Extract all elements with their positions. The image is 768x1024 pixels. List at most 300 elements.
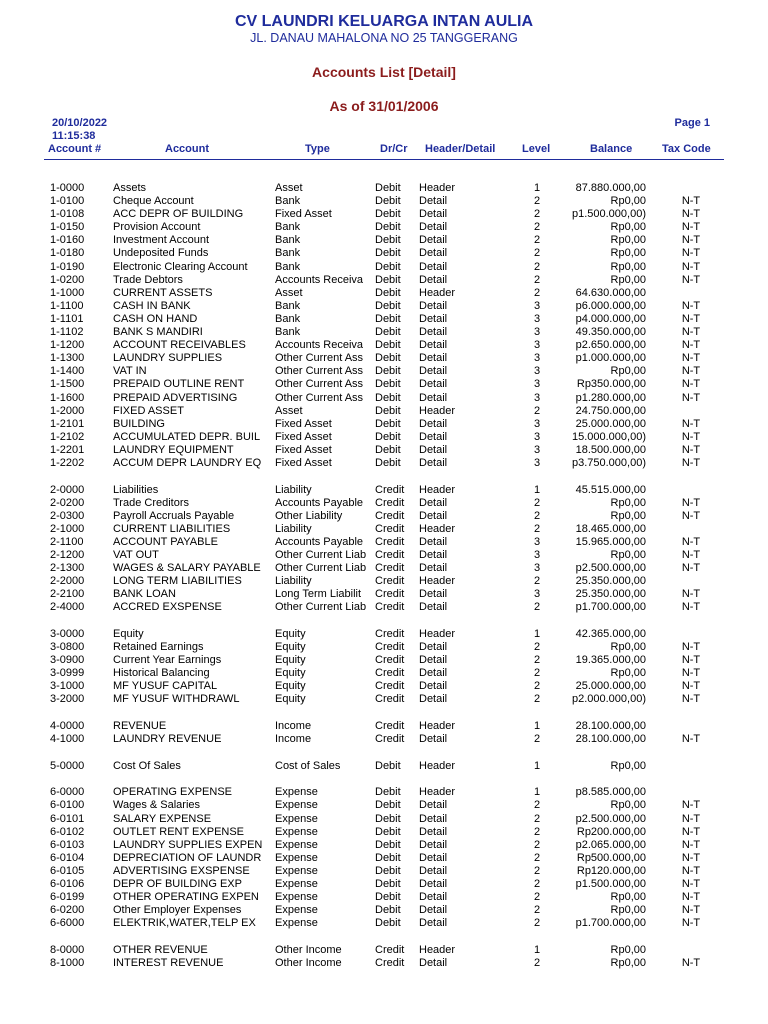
table-row [0,904,768,917]
table-row [0,497,768,510]
table-row [0,182,768,195]
account-type: Equity [275,667,306,680]
table-row [0,957,768,970]
account-name: DEPR OF BUILDING EXP [113,878,242,890]
account-number: 1-2102 [50,430,85,443]
account-number: 6-0000 [50,786,85,799]
account-name: ACCUMULATED DEPR. BUIL [113,430,261,443]
account-number: 1-1300 [50,352,85,365]
account-number: 8-1000 [50,956,85,969]
table-row [0,693,768,706]
account-drcr: Debit [375,430,401,443]
account-balance: Rp200.000,00 [576,825,646,838]
account-header-detail: Detail [419,391,448,404]
table-row [0,313,768,326]
account-tax-code: N-T [681,509,701,522]
table-row [0,405,768,418]
account-name: Payroll Accruals Payable [113,509,235,522]
account-header-detail: Header [419,575,456,588]
account-balance: p1.500.000,00 [575,878,646,890]
account-name: Wages & Salaries [113,799,201,812]
table-row [0,536,768,549]
account-name: CURRENT LIABILITIES [113,522,231,535]
table-row [0,418,768,431]
account-balance: p3.750.000,00) [571,456,646,469]
account-balance: Rp0,00 [610,273,646,286]
account-drcr: Credit [375,943,405,956]
account-number: 3-0900 [50,654,85,667]
account-drcr: Debit [375,352,401,365]
account-balance: p1.000.000,00 [575,352,646,365]
account-balance: p2.065.000,00 [575,838,646,851]
account-balance: 25.000.000,00 [575,680,646,693]
column-drcr: Dr/Cr [380,143,408,155]
account-type: Other Income [275,943,342,956]
account-number: 3-1000 [50,680,85,693]
account-balance: Rp0,00 [610,904,646,917]
account-name: Cheque Account [113,195,194,208]
account-tax-code: N-T [681,667,701,680]
account-type: Equity [275,641,306,654]
account-type: Other Liability [275,509,343,522]
account-number: 2-4000 [50,601,85,614]
account-level: 1 [533,483,541,496]
account-balance: p1.500.000,00) [571,208,646,221]
account-number: 3-2000 [50,693,85,706]
account-type: Fixed Asset [275,456,332,469]
account-header-detail: Header [419,943,456,956]
account-level: 2 [533,799,541,812]
account-tax-code: N-T [681,299,701,312]
account-header-detail: Detail [419,562,448,575]
account-drcr: Credit [375,720,405,733]
account-drcr: Debit [375,825,401,838]
account-number: 1-2000 [50,404,85,417]
table-row [0,878,768,891]
report-as-of-date: As of 31/01/2006 [329,98,439,114]
table-row [0,510,768,523]
account-tax-code: N-T [681,641,701,654]
table-row [0,826,768,839]
account-type: Bank [275,195,301,208]
account-number: 1-0150 [50,221,85,234]
account-tax-code: N-T [681,496,701,509]
account-name: ACCRED EXSPENSE [113,601,222,614]
account-tax-code: N-T [681,352,701,365]
account-balance: Rp0,00 [610,496,646,509]
account-header-detail: Detail [419,339,448,352]
account-name: Provision Account [113,221,201,234]
account-number: 1-2201 [50,443,85,456]
account-tax-code: N-T [681,417,701,430]
account-number: 2-0300 [50,509,85,522]
account-number: 1-1100 [50,299,84,312]
account-balance: Rp0,00 [610,195,646,208]
account-name: VAT OUT [113,549,159,562]
account-header-detail: Header [419,483,456,496]
account-type: Accounts Receiva [275,273,364,286]
account-tax-code: N-T [681,878,701,890]
account-header-detail: Detail [419,221,448,234]
account-header-detail: Detail [419,667,448,680]
account-drcr: Debit [375,904,401,917]
account-type: Long Term Liabilit [275,588,362,601]
account-level: 2 [533,878,541,890]
account-header-detail: Detail [419,641,448,654]
account-tax-code: N-T [681,391,701,404]
account-number: 6-0103 [50,838,85,851]
account-header-detail: Detail [419,825,448,838]
account-number: 1-1102 [50,326,84,339]
account-tax-code: N-T [681,247,701,260]
account-tax-code: N-T [681,680,701,693]
account-type: Other Current Ass [275,391,364,404]
account-balance: 18.500.000,00 [575,443,646,456]
account-header-detail: Detail [419,378,448,391]
account-tax-code: N-T [681,535,701,548]
account-header-detail: Header [419,628,456,640]
account-header-detail: Detail [419,417,448,430]
account-level: 2 [533,838,541,851]
account-drcr: Credit [375,483,405,496]
table-row [0,562,768,575]
account-level: 2 [533,601,541,614]
table-row [0,720,768,733]
column-tax-code: Tax Code [662,143,711,155]
account-tax-code: N-T [681,601,701,614]
account-name: PREPAID OUTLINE RENT [113,378,245,391]
report-title: Accounts List [Detail] [312,64,456,80]
company-address: JL. DANAU MAHALONA NO 25 TANGGERANG [250,31,518,45]
account-header-detail: Detail [419,733,448,746]
account-balance: 45.515.000,00 [575,483,646,496]
column-level: Level [522,143,551,155]
account-number: 1-1500 [50,378,85,391]
account-level: 2 [533,733,541,746]
account-type: Expense [275,786,318,799]
table-row [0,733,768,746]
account-number: 1-0000 [50,182,85,194]
account-header-detail: Detail [419,549,448,562]
account-header-detail: Detail [419,864,448,877]
account-tax-code: N-T [681,864,701,877]
account-header-detail: Detail [419,851,448,864]
account-number: 2-0000 [50,483,85,496]
account-level: 2 [533,812,541,825]
account-tax-code: N-T [681,904,701,917]
account-drcr: Credit [375,601,405,614]
account-header-detail: Detail [419,693,448,706]
account-drcr: Debit [375,851,401,864]
account-number: 1-0108 [50,208,85,221]
table-row [0,760,768,773]
account-header-detail: Detail [419,680,448,693]
account-balance: p8.585.000,00 [575,786,646,799]
account-drcr: Debit [375,312,401,325]
account-balance: 87.880.000,00 [575,182,646,194]
table-row [0,839,768,852]
account-name: LAUNDRY EQUIPMENT [113,443,234,456]
table-row [0,326,768,339]
account-level: 2 [533,693,541,706]
account-balance: Rp0,00 [610,667,646,680]
account-name: Historical Balancing [113,667,210,680]
account-type: Accounts Payable [275,496,364,509]
account-level: 3 [533,417,541,430]
account-header-detail: Detail [419,601,448,614]
account-name: CURRENT ASSETS [113,286,213,299]
account-level: 2 [533,680,541,693]
account-balance: 25.350.000,00 [575,588,646,601]
account-type: Expense [275,864,318,877]
account-tax-code: N-T [681,917,701,930]
account-type: Expense [275,917,318,930]
account-type: Expense [275,799,318,812]
account-balance: 18.465.000,00 [575,522,646,535]
account-drcr: Credit [375,641,405,654]
account-number: 6-0104 [50,851,85,864]
account-header-detail: Detail [419,904,448,917]
account-balance: Rp0,00 [610,549,646,562]
account-tax-code: N-T [681,430,701,443]
account-number: 2-1200 [50,549,85,562]
account-tax-code: N-T [681,339,701,352]
account-type: Fixed Asset [275,430,332,443]
account-type: Other Current Ass [275,352,364,365]
account-number: 4-1000 [50,733,85,746]
table-row [0,195,768,208]
account-drcr: Debit [375,247,401,260]
account-drcr: Credit [375,733,405,746]
account-header-detail: Detail [419,956,448,969]
account-balance: p2.500.000,00 [575,812,646,825]
account-type: Bank [275,260,301,273]
account-balance: Rp0,00 [610,247,646,260]
account-level: 2 [533,286,541,299]
account-level: 2 [533,221,541,234]
account-name: Current Year Earnings [113,654,222,667]
account-level: 3 [533,312,541,325]
account-number: 1-1600 [50,391,85,404]
print-time: 11:15:38 [52,130,96,142]
table-row [0,261,768,274]
account-drcr: Credit [375,549,405,562]
account-number: 1-1101 [50,312,84,325]
account-header-detail: Detail [419,326,448,339]
account-level: 3 [533,339,541,352]
page-number: Page 1 [674,117,710,129]
table-row [0,891,768,904]
account-number: 6-0102 [50,825,85,838]
account-header-detail: Header [419,286,456,299]
account-header-detail: Detail [419,509,448,522]
account-name: ADVERTISING EXSPENSE [113,864,250,877]
account-level: 1 [533,720,541,733]
account-level: 1 [533,786,541,799]
account-drcr: Debit [375,339,401,352]
account-header-detail: Header [419,522,456,535]
column-account: Account [165,143,209,155]
table-row [0,208,768,221]
account-type: Bank [275,326,301,339]
account-level: 3 [533,535,541,548]
table-row [0,484,768,497]
account-name: Cost Of Sales [113,759,181,772]
account-drcr: Credit [375,522,405,535]
account-balance: Rp0,00 [610,943,646,956]
account-name: Trade Creditors [113,496,190,509]
account-drcr: Debit [375,221,401,234]
company-name: CV LAUNDRI KELUARGA INTAN AULIA [234,13,534,30]
account-type: Asset [275,404,303,417]
account-balance: Rp350.000,00 [576,378,646,391]
account-name: BANK S MANDIRI [113,326,203,339]
account-balance: p2.000.000,00) [571,693,646,706]
table-row [0,339,768,352]
account-tax-code: N-T [681,825,701,838]
account-tax-code: N-T [681,588,701,601]
account-number: 1-1200 [50,339,85,352]
table-row [0,641,768,654]
account-header-detail: Detail [419,312,448,325]
account-level: 3 [533,391,541,404]
account-type: Expense [275,825,318,838]
account-level: 2 [533,851,541,864]
table-row [0,813,768,826]
table-row [0,287,768,300]
account-tax-code: N-T [681,693,701,706]
account-type: Bank [275,247,301,260]
account-number: 5-0000 [50,759,85,772]
account-level: 2 [533,404,541,417]
table-row [0,865,768,878]
account-balance: Rp500.000,00 [576,851,646,864]
account-number: 6-0101 [50,812,85,825]
account-type: Equity [275,654,306,667]
account-drcr: Debit [375,759,401,772]
account-balance: 15.000.000,00) [571,430,646,443]
account-balance: 24.750.000,00 [575,404,646,417]
table-row [0,247,768,260]
account-number: 1-1000 [50,286,85,299]
account-header-detail: Detail [419,654,448,667]
table-row [0,352,768,365]
account-tax-code: N-T [681,891,701,904]
account-name: Other Employer Expenses [113,904,242,917]
account-name: ACCOUNT PAYABLE [113,535,218,548]
account-level: 2 [533,667,541,680]
accounts-table [0,182,768,970]
account-balance: 28.100.000,00 [575,720,646,733]
account-tax-code: N-T [681,365,701,378]
account-name: Retained Earnings [113,641,204,654]
account-name: OTHER REVENUE [113,943,208,956]
account-type: Fixed Asset [275,443,332,456]
account-name: LAUNDRY SUPPLIES EXPEN [113,838,263,851]
account-header-detail: Detail [419,234,448,247]
account-number: 1-2101 [50,417,85,430]
account-header-detail: Detail [419,260,448,273]
table-row [0,628,768,641]
account-type: Asset [275,182,303,194]
account-tax-code: N-T [681,208,701,221]
account-header-detail: Detail [419,365,448,378]
account-drcr: Debit [375,786,401,799]
account-type: Liability [275,522,312,535]
account-header-detail: Detail [419,588,448,601]
account-header-detail: Header [419,182,456,194]
account-level: 3 [533,562,541,575]
account-name: Liabilities [113,483,159,496]
account-tax-code: N-T [681,378,701,391]
header-divider [44,159,724,160]
account-type: Other Current Ass [275,365,364,378]
account-level: 3 [533,299,541,312]
account-level: 3 [533,588,541,601]
account-number: 6-0200 [50,904,85,917]
table-row [0,392,768,405]
account-tax-code: N-T [681,799,701,812]
table-row [0,221,768,234]
account-type: Expense [275,904,318,917]
account-level: 2 [533,825,541,838]
account-drcr: Credit [375,496,405,509]
account-type: Cost of Sales [275,759,341,772]
account-name: INTEREST REVENUE [113,956,224,969]
account-name: Equity [113,628,144,640]
account-balance: Rp0,00 [610,799,646,812]
table-row [0,300,768,313]
account-type: Equity [275,628,306,640]
account-header-detail: Detail [419,430,448,443]
account-drcr: Debit [375,208,401,221]
table-row [0,457,768,470]
table-row [0,799,768,812]
table-row [0,444,768,457]
account-tax-code: N-T [681,273,701,286]
account-balance: p2.500.000,00 [575,562,646,575]
account-type: Income [275,720,312,733]
account-balance: 64.630.000,00 [575,286,646,299]
account-type: Accounts Receiva [275,339,364,352]
account-drcr: Credit [375,575,405,588]
account-type: Fixed Asset [275,417,332,430]
account-level: 1 [533,628,541,640]
account-header-detail: Detail [419,799,448,812]
account-balance: p2.650.000,00 [575,339,646,352]
account-level: 3 [533,378,541,391]
account-tax-code: N-T [681,956,701,969]
table-row [0,917,768,930]
account-header-detail: Detail [419,535,448,548]
account-drcr: Debit [375,299,401,312]
account-name: Investment Account [113,234,209,247]
table-row [0,378,768,391]
table-row [0,654,768,667]
account-balance: p1.700.000,00 [575,917,646,930]
account-tax-code: N-T [681,654,701,667]
account-balance: Rp120.000,00 [576,864,646,877]
account-type: Equity [275,680,306,693]
account-drcr: Debit [375,404,401,417]
account-header-detail: Detail [419,917,448,930]
account-tax-code: N-T [681,195,701,208]
account-number: 6-0100 [50,799,85,812]
account-level: 2 [533,522,541,535]
column-header-detail: Header/Detail [425,143,496,155]
account-tax-code: N-T [681,234,701,247]
account-level: 1 [533,943,541,956]
